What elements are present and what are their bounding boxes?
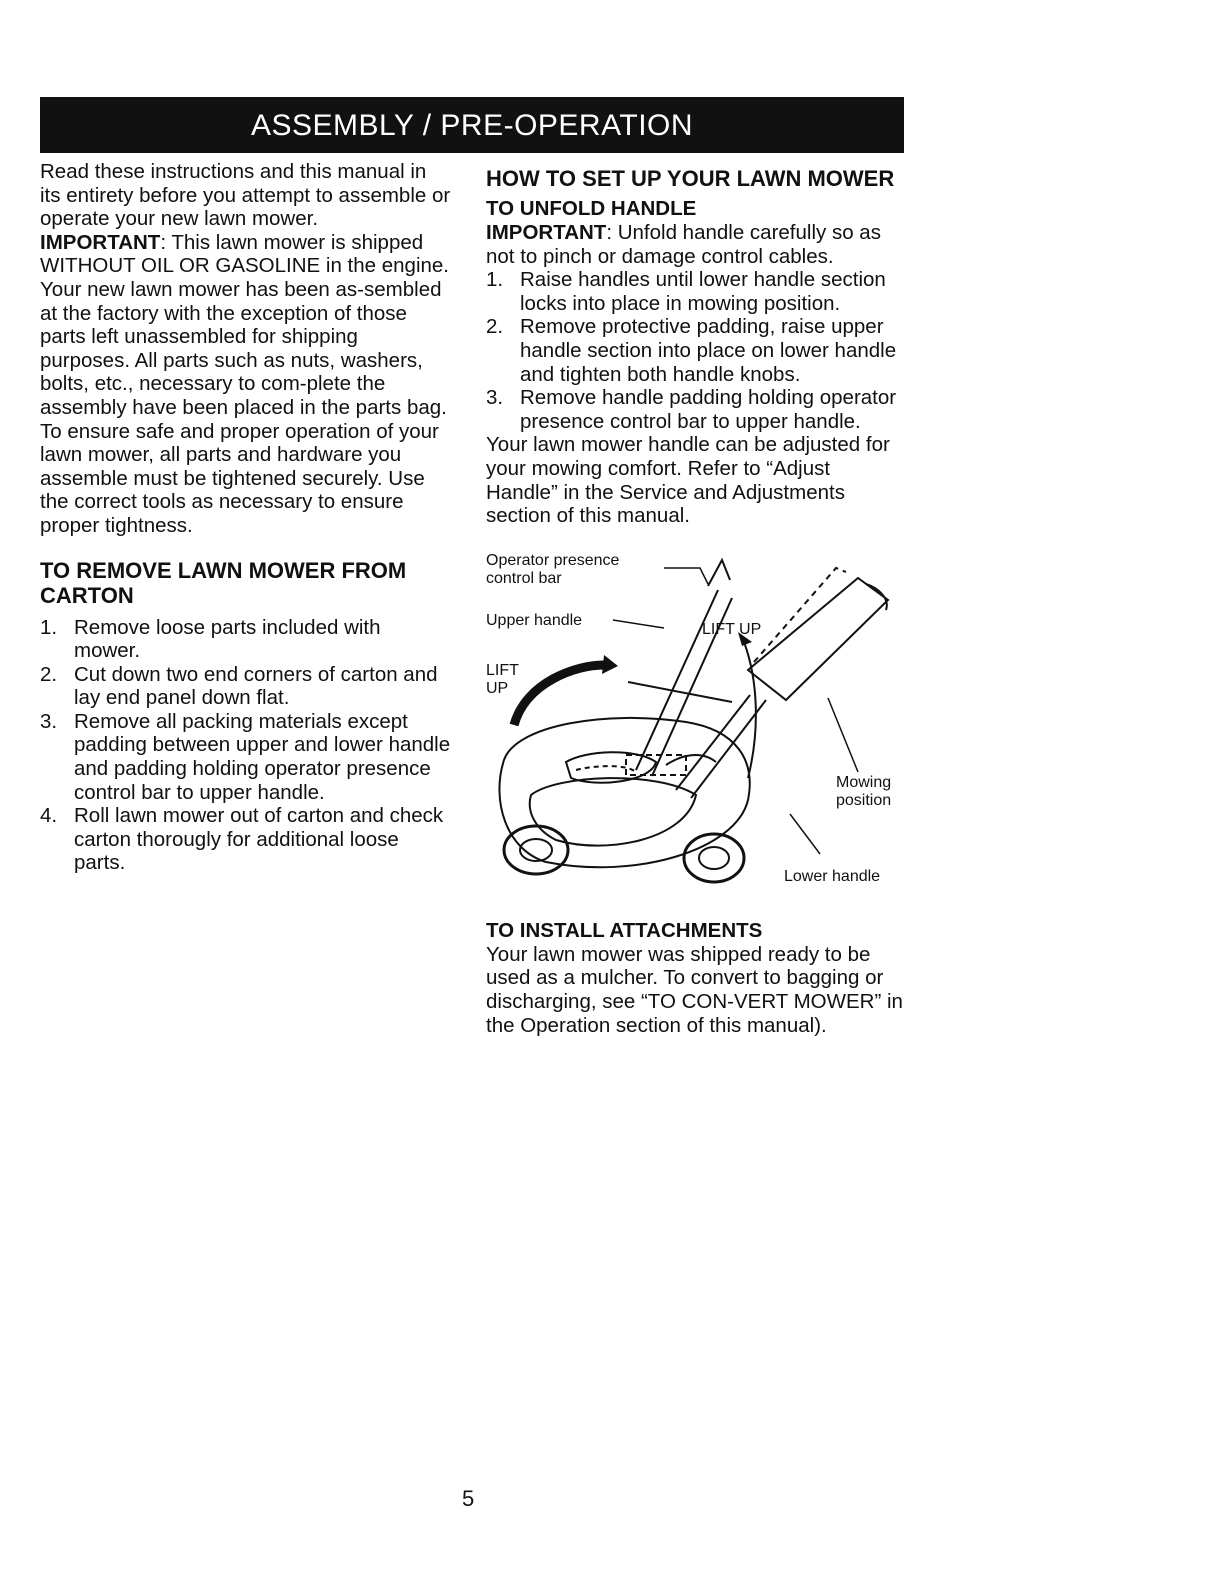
important-text: : This lawn mower is shipped WITHOUT OIL OR GASOLINE in the engine. — [40, 230, 449, 278]
list-item — [486, 315, 904, 386]
step-number: 3. — [40, 709, 58, 733]
step-number: 1. — [40, 615, 58, 639]
important-label: IMPORTANT — [40, 230, 161, 254]
label-lift-up-right: LIFT UP — [702, 620, 762, 638]
label-lower-handle: Lower handle — [784, 867, 881, 885]
attachments-heading: TO INSTALL ATTACHMENTS — [486, 918, 763, 942]
intro-paragraph: Read these instructions and this manual in its entirety before you attempt to assemble or operate your new lawn mower. — [40, 160, 451, 231]
list-item — [40, 804, 452, 875]
unfold-important-note — [486, 221, 904, 268]
label-control-bar: control bar — [486, 569, 562, 587]
step-number: 3. — [486, 386, 504, 410]
lift-up-right-arrow — [744, 642, 756, 778]
unfold-steps-list — [486, 268, 904, 433]
unfold-heading: TO UNFOLD HANDLE — [486, 197, 697, 220]
step-number: 1. — [486, 268, 504, 292]
page-number: 5 — [462, 1486, 475, 1511]
lift-up-left-arrow — [514, 665, 604, 725]
label-operator-presence: Operator presence — [486, 551, 620, 569]
step-text: Remove protective padding, raise upper handle section into place on lower handle and tighten both handle knobs. — [520, 315, 897, 386]
step-number: 2. — [40, 662, 58, 686]
left-column — [40, 160, 452, 875]
step-text: Remove loose parts included with mower. — [74, 615, 381, 663]
mower-deck — [499, 718, 749, 867]
label-position: position — [836, 791, 892, 809]
important-note — [40, 231, 452, 278]
list-item — [40, 710, 452, 804]
label-upper-handle: Upper handle — [486, 611, 583, 629]
front-wheel — [504, 826, 568, 874]
setup-heading: HOW TO SET UP YOUR LAWN MOWER — [486, 166, 895, 191]
step-text: Roll lawn mower out of carton and check carton thorougly for additional loose parts. — [74, 804, 444, 875]
section-banner: ASSEMBLY / PRE-OPERATION — [40, 97, 904, 153]
upper-handle — [636, 590, 732, 776]
step-text: Remove all packing materials except padding between upper and lower handle and padding holding operator presence control bar to upper handle. — [74, 709, 451, 804]
lower-handle — [676, 695, 766, 798]
list-item — [486, 386, 904, 433]
list-item — [40, 616, 452, 663]
step-text: Cut down two end corners of carton and lay end panel down flat. — [74, 662, 438, 710]
remove-steps-list — [40, 616, 452, 876]
list-item — [486, 268, 904, 315]
right-column — [486, 160, 904, 1037]
mower-handle-figure — [486, 550, 904, 905]
step-number: 4. — [40, 804, 58, 828]
list-item — [40, 663, 452, 710]
step-number: 2. — [486, 315, 504, 339]
adjust-paragraph: Your lawn mower handle can be adjusted for your mowing comfort. Refer to “Adjust Handle” in the Service and Adjustments section of this manual. — [486, 433, 890, 528]
assembly-paragraph: Your new lawn mower has been as-sembled at the factory with the exception of those parts left unassembled for shipping purposes. All parts such as nuts, washers, bolts, etc., necessary to com-plete the assembly have been placed in the parts bag. To ensure safe and proper operation of your lawn mower, all parts and hardware you assemble must be tightened securely. Use the correct tools as necessary to ensure proper tightness. — [40, 277, 447, 537]
important-label: IMPORTANT — [486, 221, 607, 244]
step-text: Raise handles until lower handle section locks into place in mowing position. — [520, 268, 886, 315]
remove-heading: TO REMOVE LAWN MOWER FROM CARTON — [40, 557, 407, 608]
step-text: Remove handle padding holding operator presence control bar to upper handle. — [520, 386, 897, 433]
important-text: : Unfold handle carefully so as not to pinch or damage control cables. — [486, 221, 881, 268]
control-bar — [708, 560, 730, 586]
label-lift: LIFT — [486, 661, 519, 679]
mower-illustration — [486, 550, 904, 905]
label-mowing: Mowing — [836, 773, 892, 791]
attachments-paragraph: Your lawn mower was shipped ready to be used as a mulcher. To convert to bagging or discharging, see “TO CON-VERT MOWER” in the Operation section of this manual). — [486, 942, 903, 1037]
label-up: UP — [486, 679, 509, 697]
